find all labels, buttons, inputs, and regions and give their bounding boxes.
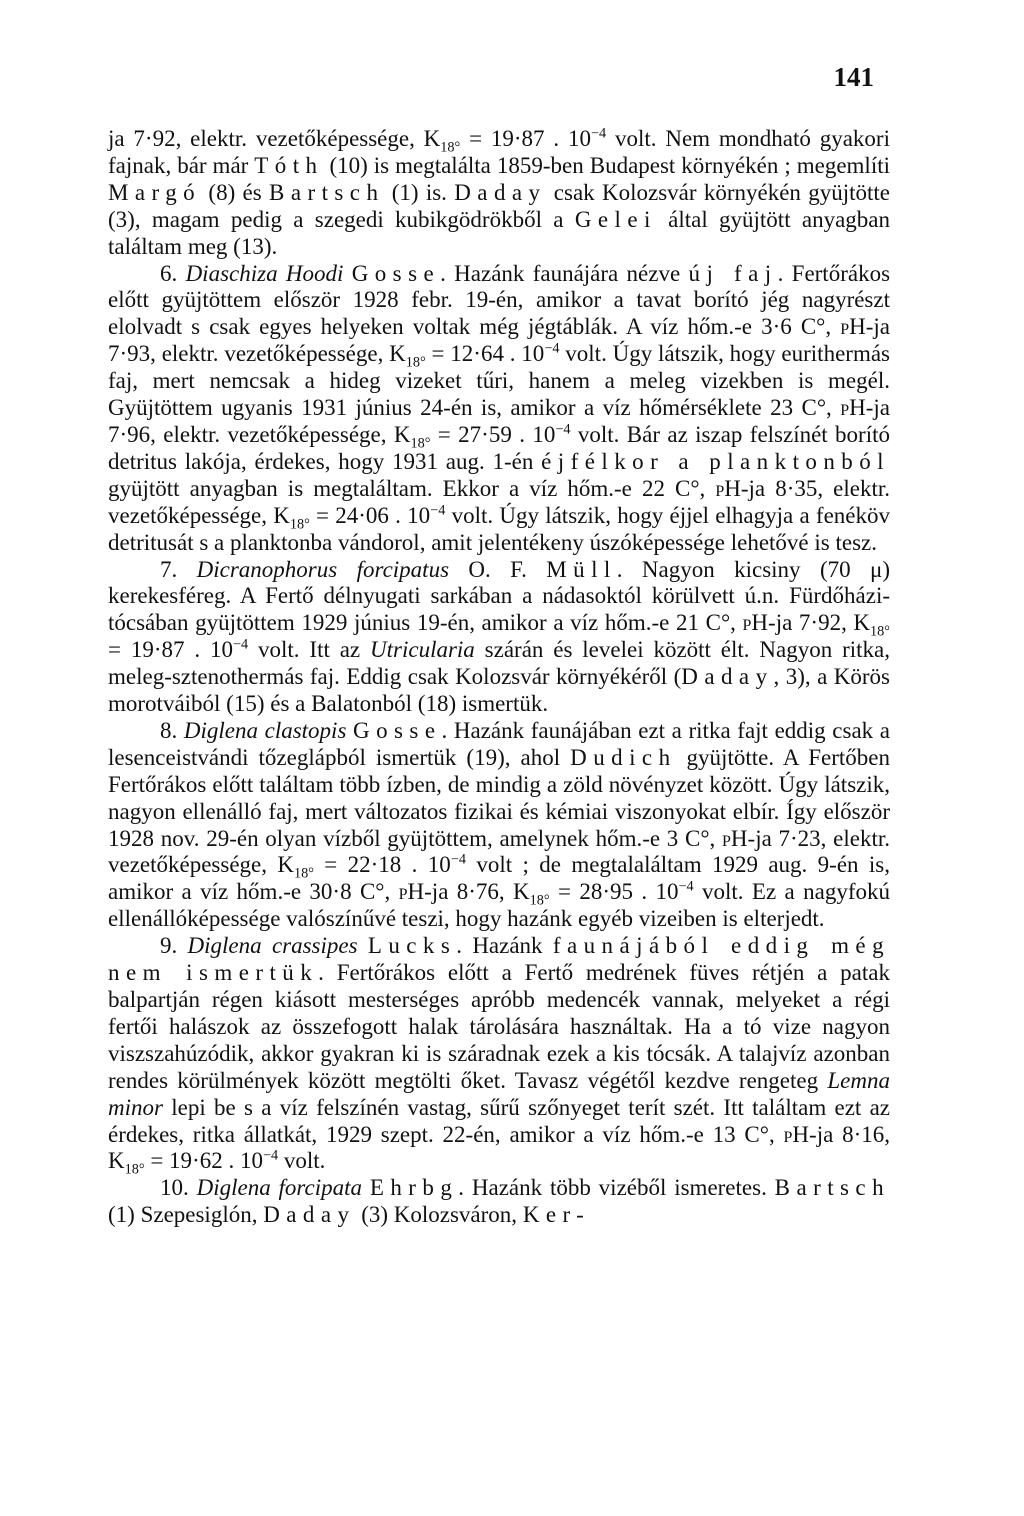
text-run: −4 xyxy=(590,125,607,142)
text-run: −4 xyxy=(544,340,560,357)
text-run: 9. xyxy=(160,933,188,959)
text-run: -ja 7·23, elektr. vezetőképessége, K xyxy=(108,825,890,878)
text-run: ja 7·92, elektr. vezetőképessége, K xyxy=(108,126,441,151)
text-run: 18° xyxy=(293,866,314,883)
text-run: . Nagyon kicsiny (70 μ) kerekesféreg. A Fertő délnyugati sarkában a nádasoktól körülvett ú.n. Fürdőházi-tócsában gyüjtöttem 1929 június 19-én, amikor a víz hőm.-e 21 C°, xyxy=(108,556,890,636)
text-run: Müll xyxy=(546,556,617,582)
text-run: Dudich xyxy=(570,744,677,770)
body-text xyxy=(108,126,890,1229)
text-run xyxy=(358,933,368,958)
text-run: szárán és levelei között élt. Nagyon ritka, meleg-sztenothermás faj. Eddig csak Kolozsvár környékéről ( xyxy=(108,637,890,690)
text-run: Daday xyxy=(263,1202,356,1228)
text-run: pH xyxy=(722,825,748,851)
text-run: -ja 8·35, elektr. vezetőképessége, K xyxy=(108,475,890,528)
text-run: Gelei xyxy=(574,206,657,232)
text-run xyxy=(343,261,351,286)
text-run: = 19·87 . 10 xyxy=(108,637,233,663)
text-run: = 19·62 . 10 xyxy=(144,1148,263,1174)
text-run: = 22·18 . 10 xyxy=(313,852,451,878)
text-run: Dicranophorus forcipatus xyxy=(196,556,450,582)
text-run: = 12·64 . 10 xyxy=(425,341,545,367)
text-run: pH xyxy=(840,314,866,340)
paragraph xyxy=(108,261,890,557)
text-run: éjfélkor a planktonból xyxy=(541,448,890,474)
text-run: Diglena clastopis xyxy=(183,717,347,743)
text-run: (1) is. xyxy=(384,179,455,205)
text-run: −4 xyxy=(232,636,249,653)
page-number: 141 xyxy=(833,62,874,92)
text-run: Utricularia xyxy=(370,637,475,663)
text-run: gyüjtötte. A Fertőben Fertőrákos előtt találtam több ízben, de mindig a zöld növényzet között. Úgy látszik, nagyon ellenálló faj, mert változatos fizikai és kémiai viszonyokat elbír. Így először 1928 nov. 29-én olyan vízből gyüjtöttem, amelynek hőm.-e 3 C°, xyxy=(108,744,890,851)
text-run: . Hazánk faunájában ezt a ritka fajt eddig csak a lesenceistvándi tőzeglápból ismertük (19), ahol xyxy=(108,717,891,770)
text-run: Diglena crassipes xyxy=(187,933,358,959)
text-run: = 28·95 . 10 xyxy=(549,879,679,905)
text-run: -ja 8·76, K xyxy=(424,879,530,905)
text-run: 18° xyxy=(870,623,890,640)
text-run: volt. xyxy=(278,1148,326,1174)
text-run: pH xyxy=(742,610,769,636)
text-run: -ja 7·93, elektr. vezetőképessége, K xyxy=(108,314,890,367)
text-run: 18° xyxy=(529,892,550,909)
text-run: pH xyxy=(783,1121,810,1147)
text-run: volt. Bár az iszap felszínét borító detritus lakója, érdekes, hogy 1931 aug. 1-én xyxy=(108,421,891,474)
text-run: −4 xyxy=(262,1147,279,1164)
text-run: . Hazánk több vizéből ismeretes. xyxy=(458,1175,775,1201)
text-run: Tóth xyxy=(254,152,324,178)
text-run: 18° xyxy=(440,139,461,156)
text-run: Bartsch xyxy=(269,179,385,205)
text-run: -ja 8·16, K xyxy=(108,1121,890,1174)
text-run: (10) is megtalálta 1859-ben Budapest környékén ; megemlíti xyxy=(323,152,890,178)
text-run: által gyüjtött anyagban találtam meg (13). xyxy=(108,206,891,259)
text-run: Ehrbg xyxy=(369,1175,459,1201)
text-run: 18° xyxy=(124,1162,145,1179)
text-run: 18° xyxy=(405,354,426,371)
text-run: . Fertőrákos előtt gyüjtöttem először 1928 febr. 19-én, amikor a tavat borító jég nagyrészt elolvadt s csak egyes helyeken voltak még jégtáblák. A víz hőm.-e 3·6 C°, xyxy=(108,260,891,340)
text-run: -ja 7·96, elektr. vezetőképessége, K xyxy=(108,395,890,447)
text-run: 6. xyxy=(160,260,186,286)
text-run: −4 xyxy=(430,502,446,519)
text-run: új faj xyxy=(688,260,778,286)
text-run: 7. xyxy=(160,556,197,582)
text-run: volt. Úgy látszik, hogy eurithermás faj, mert nemcsak a hideg vizeket tűri, hanem a meleg vizekben is megél. Gyüjtöttem ugyanis 1931 június 24-én is, amikor a víz hőmérséklete 23 C°, xyxy=(108,341,890,421)
text-run: 18° xyxy=(410,435,431,452)
text-run: volt. Nem mondható gyakori fajnak, bár már xyxy=(108,126,890,178)
text-run: Daday xyxy=(454,179,547,205)
text-run: (3) Kolozsváron, xyxy=(355,1202,523,1228)
text-run: faunájából eddig még nem ismertük xyxy=(108,933,891,986)
text-run: . Fertőrákos előtt a Fertő medrének füves rétjén a patak balpartján régen kiásott mesterséges apróbb medencék vannak, melyeket a régi fertői halászok az összefogott halak tárolására használtak. Ha a tó vize nagyon viszszahúzódik, akkor gyakran ki is száradnak ezek a kis tócsák. A talajvíz azonban rendes körülmények között megtölti őket. Tavasz végétől kezdve rengeteg xyxy=(108,960,890,1093)
text-run: Lemna minor xyxy=(108,1067,890,1120)
text-run: = 24·06 . 10 xyxy=(309,502,431,528)
text-run: csak Kolozsvár környékén gyüjtötte (3), magam pedig a szegedi kubikgödrökből a xyxy=(108,179,890,232)
text-run: −4 xyxy=(555,421,571,438)
text-run: = 27·59 . 10 xyxy=(430,421,556,447)
text-run: Gosse xyxy=(351,260,441,286)
text-run: Margó xyxy=(108,179,202,205)
paragraph xyxy=(108,557,890,718)
text-run: volt. Úgy látszik, hogy éjjel elhagyja a fenéköv detritusát s a planktonba vándorol, amit jelentékeny úszóképessége lehetővé is tesz. xyxy=(108,502,890,555)
text-run: Diglena forcipata xyxy=(196,1175,363,1201)
paragraph xyxy=(108,126,890,261)
text-run: Bartsch xyxy=(774,1175,891,1201)
text-run: -ja 7·92, K xyxy=(768,610,871,636)
text-run: = 19·87 . 10 xyxy=(460,126,591,151)
text-run: . Hazánk faunájára nézve xyxy=(440,260,689,286)
text-run: Diaschiza Hoodi xyxy=(185,260,344,286)
text-run: volt. Itt az xyxy=(248,637,371,663)
paragraph xyxy=(108,718,890,933)
text-run: 18° xyxy=(289,516,310,533)
paragraph xyxy=(108,1175,890,1229)
text-run: Ker- xyxy=(522,1202,591,1228)
text-run: Daday xyxy=(681,664,774,690)
text-run: Lucks xyxy=(367,933,457,959)
text-run: 10. xyxy=(160,1175,197,1201)
text-run: volt ; de megtalaláltam 1929 aug. 9-én is, amikor a víz hőm.-e 30·8 C°, xyxy=(108,852,890,905)
text-run: 8. xyxy=(160,717,184,743)
paragraph xyxy=(108,933,891,1179)
text-run: , 3), a Körös morotváiból (15) és a Balatonból (18) ismertük. xyxy=(108,664,890,717)
text-run: −4 xyxy=(450,851,466,868)
text-run: Gosse xyxy=(353,717,442,743)
text-run: pH xyxy=(715,475,741,501)
text-run: (8) és xyxy=(201,179,270,205)
text-run: lepi be s a víz felszínén vastag, sűrű szőnyeget terít szét. Itt találtam ezt az érdekes, ritka állatkát, 1929 szept. 22-én, amikor a víz hőm.-e 13 C°, xyxy=(108,1094,890,1147)
text-run: volt. Ez a nagyfokú ellenállóképessége valószínűvé teszi, hogy hazánk egyéb vizeiben is elterjedt. xyxy=(108,879,890,932)
text-run: (1) Szepesiglón, xyxy=(108,1202,264,1228)
text-run: pH xyxy=(398,879,425,905)
text-run: −4 xyxy=(678,878,694,895)
text-run: . Hazánk xyxy=(456,933,553,959)
text-run: gyüjtött anyagban is megtaláltam. Ekkor a víz hőm.-e 22 C°, xyxy=(108,475,716,501)
text-run: O. F. xyxy=(449,556,547,582)
text-run xyxy=(362,1175,370,1200)
text-run: pH xyxy=(840,395,866,421)
